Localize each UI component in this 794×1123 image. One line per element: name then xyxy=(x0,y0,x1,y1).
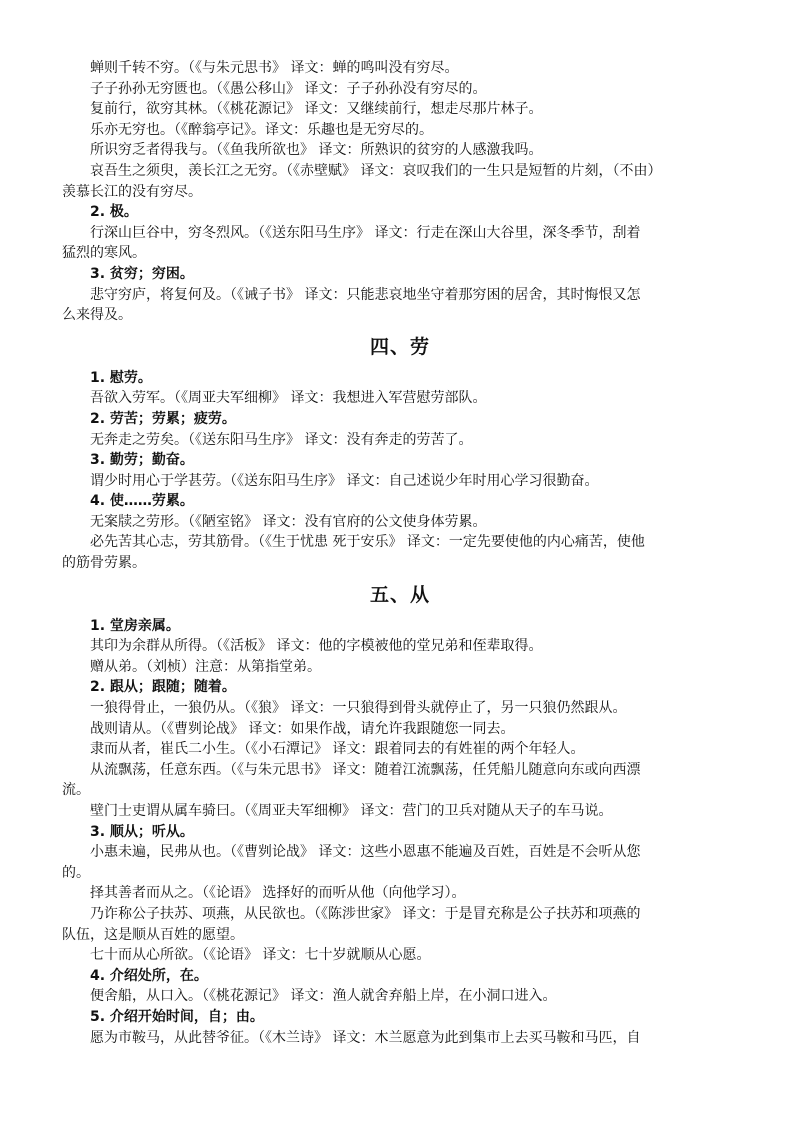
text-line: 悲守穷庐，将复何及。（《诫子书》 译文：只能悲哀地坐守着那穷困的居舍，其时悔恨又怎 xyxy=(90,286,641,303)
subheading: 2. 劳苦；劳累；疲劳。 xyxy=(90,410,236,427)
subheading: 3. 勤劳；勤奋。 xyxy=(90,452,194,469)
subheading: 2. 极。 xyxy=(90,204,138,221)
text-line: 所识穷乏者得我与。（《鱼我所欲也》 译文：所熟识的贫穷的人感激我吗。 xyxy=(90,142,543,159)
text-line: 必先苦其心志，劳其筋骨。（《生于忧患 死于安乐》 译文：一定先要使他的内心痛苦，使他 xyxy=(90,534,645,551)
text-line: 蝉则千转不穷。（《与朱元思书》 译文：蝉的鸣叫没有穷尽。 xyxy=(90,60,459,76)
text-line: 的筋骨劳累。 xyxy=(62,555,146,572)
text-line: 愿为市鞍马，从此替爷征。（《木兰诗》 译文：木兰愿意为此到集市上去买马鞍和马匹，自 xyxy=(90,1029,641,1046)
text-line: 子子孙孙无穷匮也。（《愚公移山》 译文：子子孙孙没有穷尽的。 xyxy=(90,80,487,97)
text-line: 隶而从者，崔氏二小生。（《小石潭记》 译文：跟着同去的有姓崔的两个年轻人。 xyxy=(90,741,585,758)
text-line: 乃诈称公子扶苏、项燕，从民欲也。（《陈涉世家》 译文：于是冒充称是公子扶苏和项燕的 xyxy=(90,905,641,922)
text-line: 流。 xyxy=(62,782,90,799)
subheading: 4. 使……劳累。 xyxy=(90,493,194,510)
text-line: 无奔走之劳矣。（《送东阳马生序》 译文：没有奔走的劳苦了。 xyxy=(90,431,473,448)
section-heading: 五、从 xyxy=(369,583,430,606)
text-line: 猛烈的寒风。 xyxy=(62,245,146,262)
text-line: 么来得及。 xyxy=(62,307,132,324)
section-heading: 四、劳 xyxy=(369,335,430,358)
text-line: 小惠未遍，民弗从也。（《曹刿论战》 译文：这些小恩惠不能遍及百姓，百姓是不会听从您 xyxy=(90,844,641,861)
text-line: 哀吾生之须臾，羡长江之无穷。（《赤壁赋》 译文：哀叹我们的一生只是短暂的片刻，（不由） xyxy=(90,162,662,179)
text-line: 择其善者而从之。（《论语》 选择好的而听从他（向他学习）。 xyxy=(90,885,466,902)
text-line: 行深山巨谷中，穷冬烈风。（《送东阳马生序》 译文：行走在深山大谷里，深冬季节，刮着 xyxy=(90,224,641,241)
text-line: 谓少时用心于学甚劳。（《送东阳马生序》 译文：自己述说少年时用心学习很勤奋。 xyxy=(90,472,599,489)
text-line: 其印为余群从所得。（《活板》 译文：他的字模被他的堂兄弟和侄辈取得。 xyxy=(90,638,543,655)
text-line: 的。 xyxy=(62,864,90,881)
text-line: 七十而从心所欲。（《论语》 译文：七十岁就顺从心愿。 xyxy=(90,947,431,964)
text-line: 羡慕长江的没有穷尽。 xyxy=(62,183,202,200)
text-line: 队伍，这是顺从百姓的愿望。 xyxy=(62,926,244,943)
text-line: 便舍船，从口入。（《桃花源记》 译文：渔人就舍弃船上岸，在小洞口进入。 xyxy=(90,988,557,1005)
text-line: 壁门士吏谓从属车骑曰。（《周亚夫军细柳》 译文：营门的卫兵对随从天子的车马说。 xyxy=(90,803,613,819)
subheading: 3. 贫穷；穷困。 xyxy=(90,265,194,282)
text-line: 战则请从。（《曹刿论战》 译文：如果作战，请允许我跟随您一同去。 xyxy=(90,720,515,737)
subheading: 3. 顺从；听从。 xyxy=(90,823,194,840)
subheading: 4. 介绍处所，在。 xyxy=(90,967,208,984)
subheading: 1. 堂房亲属。 xyxy=(90,617,180,634)
text-line: 赠从弟。（刘桢）注意：从第指堂弟。 xyxy=(90,658,321,675)
text-line: 乐亦无穷也。（《醉翁亭记》。译文：乐趣也是无穷尽的。 xyxy=(90,121,433,138)
subheading: 1. 慰劳。 xyxy=(90,369,152,386)
text-line: 一狼得骨止，一狼仍从。（《狼》 译文：一只狼得到骨头就停止了，另一只狼仍然跟从。 xyxy=(90,700,627,717)
text-line: 吾欲入劳军。（《周亚夫军细柳》 译文：我想进入军营慰劳部队。 xyxy=(90,390,487,407)
subheading: 2. 跟从；跟随；随着。 xyxy=(90,679,236,696)
subheading: 5. 介绍开始时间，自；由。 xyxy=(90,1008,264,1025)
text-line: 复前行，欲穷其林。（《桃花源记》 译文：又继续前行，想走尽那片林子。 xyxy=(90,101,543,118)
text-line: 从流飘荡，任意东西。（《与朱元思书》 译文：随着江流飘荡，任凭船儿随意向东或向西漂 xyxy=(90,761,641,778)
text-line: 无案牍之劳形。（《陋室铭》 译文：没有官府的公文使身体劳累。 xyxy=(90,513,487,530)
document-page xyxy=(62,58,738,1048)
